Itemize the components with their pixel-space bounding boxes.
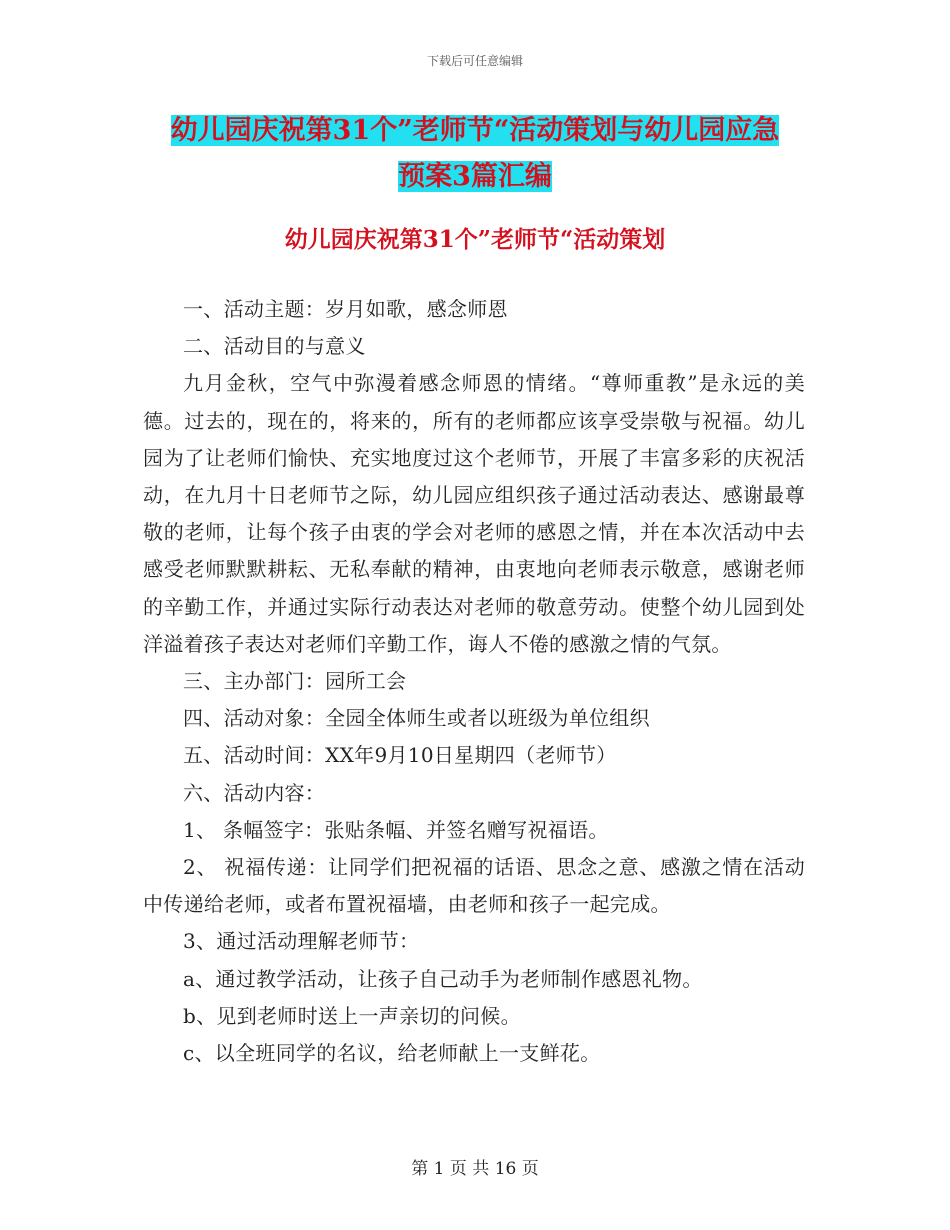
- section-title: 幼儿园庆祝第31个”老师节“活动策划: [284, 226, 666, 253]
- page-number: 第 1 页 共 16 页: [411, 1159, 539, 1179]
- paragraph: c、以全班同学的名议，给老师献上一支鲜花。: [183, 1041, 601, 1066]
- document-body: [143, 291, 805, 1072]
- paragraph: 六、活动内容：: [183, 780, 326, 805]
- document-title: [140, 108, 810, 200]
- paragraph: 四、活动对象：全园全体师生或者以班级为单位组织: [183, 706, 650, 731]
- paragraph: 一、活动主题：岁月如歌，感念师恩: [183, 297, 508, 321]
- paragraph: a、通过教学活动，让孩子自己动手为老师制作感恩礼物。: [183, 966, 703, 991]
- paragraph: b、见到老师时送上一声亲切的问候。: [183, 1003, 521, 1028]
- paragraph: 五、活动时间：XX年9月10日星期四（老师节）: [183, 743, 617, 768]
- title-line-2: 预案3篇汇编: [398, 161, 552, 192]
- paragraph: 1、 条幅签字：张贴条幅、并签名赠写祝福语。: [183, 817, 609, 842]
- paragraph: 三、主办部门：园所工会: [183, 669, 407, 694]
- title-line-1: 幼儿园庆祝第31个”老师节“活动策划与幼儿园应急: [170, 115, 780, 146]
- paragraph: 二、活动目的与意义: [183, 334, 366, 359]
- page-header-note: 下载后可任意编辑: [426, 54, 523, 68]
- paragraph: 2、 祝福传递：让同学们把祝福的话语、思念之意、感激之情在活动中传递给老师，或者布置祝福墙，由老师和孩子一起完成。: [143, 855, 805, 917]
- paragraph: 3、通过活动理解老师节：: [183, 929, 420, 954]
- paragraph: 九月金秋，空气中弥漫着感念师恩的情绪。“尊师重教”是永远的美德。过去的，现在的，将来的，所有的老师都应该享受崇敬与祝福。幼儿园为了让老师们愉快、充实地度过这个老师节，开展了丰富多彩的庆祝活动，在九月十日老师节之际，幼儿园应组织孩子通过活动表达、感谢最尊敬的老师，让每个孩子由衷的学会对老师的感恩之情，并在本次活动中去感受老师默默耕耘、无私奉献的精神，由衷地向老师表示敬意，感谢老师的辛勤工作，并通过实际行动表达对老师的敬意劳动。使整个幼儿园到处洋溢着孩子表达对老师们辛勤工作，诲人不倦的感激之情的气氛。: [143, 371, 805, 656]
